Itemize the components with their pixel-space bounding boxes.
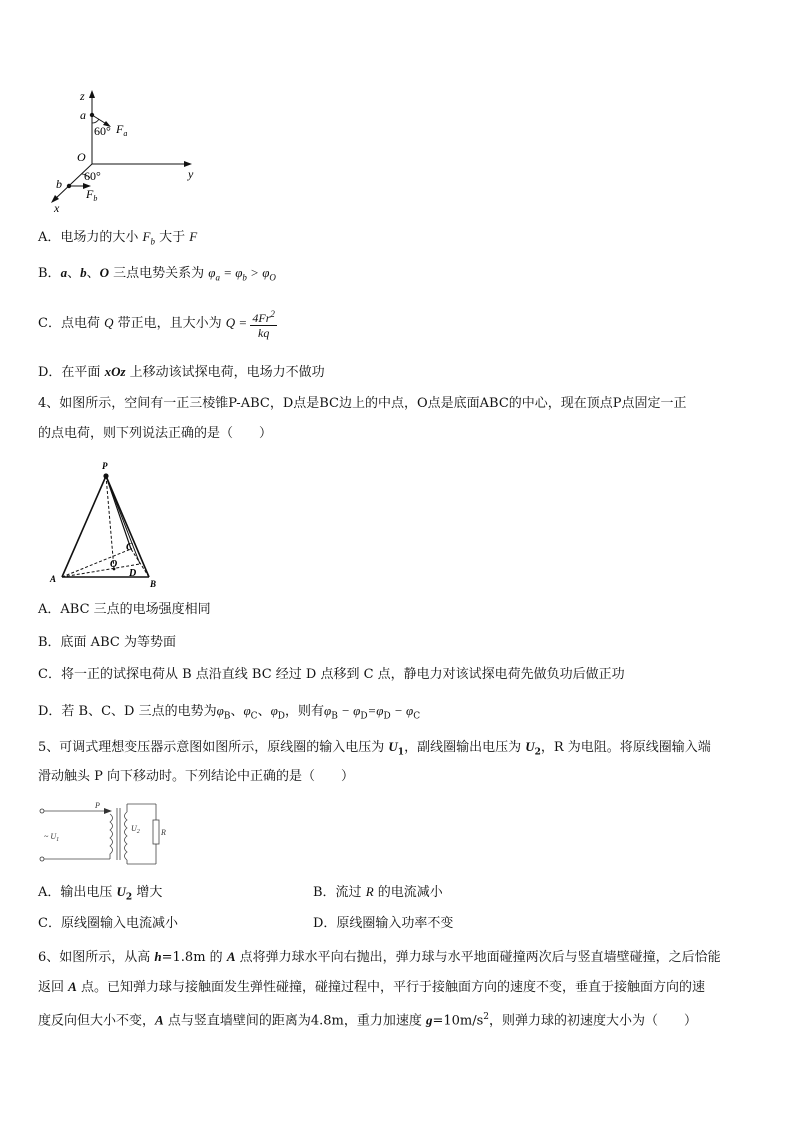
transformer-u2-label: U	[131, 824, 137, 833]
svg-text:Fa	[115, 122, 127, 138]
q4-option-d: D．若 B、C、D 三点的电势为$\varphi_B$、$\varphi_C$、$\varphi_D$，则有$\varphi_B - \varphi_D=\varphi_D - \varphi_C$	[38, 703, 421, 722]
angle-top-label: 60°	[94, 124, 111, 138]
q4-stem-line2: 的点电荷，则下列说法正确的是（ ）	[38, 426, 273, 441]
point-b-label: b	[56, 177, 62, 191]
fb-sub: b	[93, 194, 98, 203]
q4-option-b: B．底面 ABC 为等势面	[38, 635, 176, 650]
fa-label: F	[116, 122, 124, 136]
q4-option-a: A．ABC 三点的电场强度相同	[38, 602, 211, 617]
pyramid-c-label: C	[126, 542, 133, 553]
q3-option-b: B．a、b、O 三点电势关系为 $\varphi_a = \varphi_b > \varphi_O$	[38, 265, 276, 283]
axes-figure	[40, 86, 210, 216]
point-a-label: a	[80, 108, 86, 122]
pyramid-d-label: D	[129, 568, 137, 579]
q3-option-a: A．电场力的大小 $F_b$ 大于 F	[38, 229, 198, 247]
q6-stem-line1: 6、如图所示，从高 h=1.8m 的 A 点将弹力球水平向右抛出，弹力球与水平地面碰撞两次后与竖直墙壁碰撞，之后恰能	[38, 949, 721, 965]
svg-text:U2	[131, 824, 140, 835]
q5-stem-line2: 滑动触头 P 向下移动时。下列结论中正确的是（ ）	[38, 769, 355, 784]
origin-label: O	[77, 150, 86, 164]
q5-option-d: D．原线圈输入功率不变	[313, 916, 454, 931]
axis-z-label: z	[80, 89, 85, 103]
angle-bottom-label: 60°	[84, 169, 101, 183]
q5-option-a: A．输出电压 $U_2$ 增大	[38, 884, 163, 903]
svg-text:Fb	[85, 187, 97, 203]
transformer-p-label: P	[95, 801, 100, 810]
transformer-r-label: R	[161, 828, 166, 837]
pyramid-b-label: B	[150, 579, 157, 589]
transformer-figure	[38, 800, 178, 866]
transformer-u1-sub: 1	[56, 837, 60, 843]
q5-option-c: C．原线圈输入电流减小	[38, 916, 178, 931]
q3-option-c: C．点电荷 Q 带正电，且大小为 Q = $\frac{4Fr^2}{kq}$	[38, 309, 275, 340]
axis-x-label: x	[54, 201, 60, 215]
transformer-u2-sub: 2	[136, 829, 140, 835]
q3-option-d: D．在平面 xOz 上移动该试探电荷，电场力不做功	[38, 364, 325, 380]
q6-stem-line3: 度反向但大小不变，A 点与竖直墙壁间的距离为4.8m，重力加速度 $g=10m/s^2$，则弹力球的初速度大小为（ ）	[38, 1012, 698, 1029]
axis-y-label: y	[188, 167, 194, 181]
q5-stem-line1: 5、可调式理想变压器示意图如图所示，原线圈的输入电压为 $U_1$，副线圈输出电压为 $U_2$，R 为电阻。将原线圈输入端	[38, 739, 711, 758]
fb-label: F	[86, 187, 94, 201]
transformer-u1-label: ~ U	[44, 832, 57, 841]
q5-option-b: B．流过 R 的电流减小	[313, 884, 443, 900]
q4-stem-line1: 4、如图所示，空间有一正三棱锥P-ABC，D点是BC边上的中点，O点是底面ABC的中心，现在顶点P点固定一正	[38, 396, 687, 411]
fa-sub: a	[123, 129, 128, 138]
pyramid-o-label: O	[110, 559, 118, 570]
pyramid-figure	[44, 456, 174, 592]
pyramid-p-label: P	[102, 461, 108, 471]
q4-option-c: C．将一正的试探电荷从 B 点沿直线 BC 经过 D 点移到 C 点，静电力对该试探电荷先做负功后做正功	[38, 667, 625, 682]
pyramid-a-label: A	[50, 574, 57, 584]
q6-stem-line2: 返回 A 点。已知弹力球与接触面发生弹性碰撞，碰撞过程中，平行于接触面方向的速度不变，垂直于接触面方向的速	[38, 979, 705, 995]
svg-text:~ U1	[44, 832, 59, 843]
